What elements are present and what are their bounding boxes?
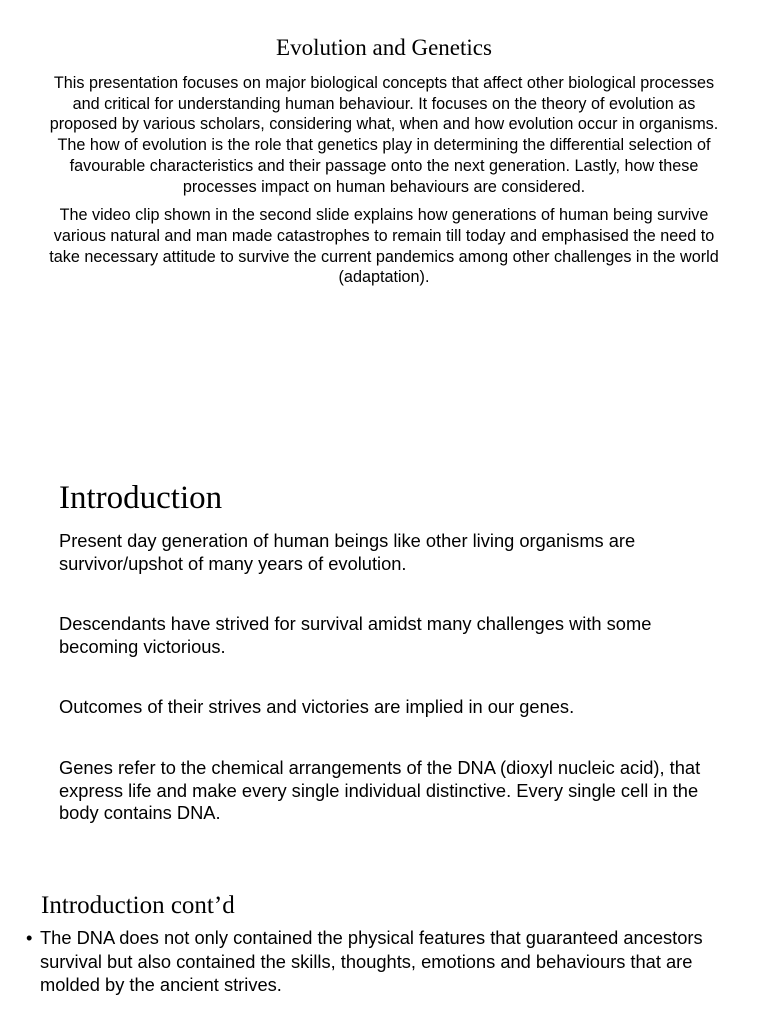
- bullet-text: The DNA does not only contained the physical features that guaranteed ancestors survival but also contained the skills, thoughts, emotions and behaviours that are molded by the ancient strives.: [40, 927, 703, 995]
- slide-body: [40, 73, 728, 296]
- slide-introduction-contd: [0, 890, 768, 1024]
- slide-evolution-and-genetics: [0, 0, 768, 400]
- slide-title: Evolution and Genetics: [276, 35, 492, 60]
- video-clip-paragraph: The video clip shown in the second slide explains how generations of human being survive various natural and man made catastrophes to remain till today and emphasised the need to take necessary attitude to survive the current pandemics among other challenges in the world (adaptation).: [49, 206, 719, 287]
- bullet-marker: •: [26, 927, 33, 948]
- intro-paragraph: Outcomes of their strives and victories are implied in our genes.: [59, 696, 575, 717]
- intro-paragraph: Descendants have strived for survival amidst many challenges with some becoming victorious.: [59, 613, 652, 657]
- slide-title: Introduction: [59, 480, 223, 516]
- overview-paragraph: This presentation focuses on major biological concepts that affect other biological processes and critical for understanding human behaviour. It focuses on the theory of evolution as proposed by various scholars, considering what, when and how evolution occur in organisms. The how of evolution is the role that genetics play in determining the differential selection of favourable characteristics and their passage onto the next generation. Lastly, how these processes impact on human behaviours are considered.: [49, 74, 719, 196]
- slide-introduction: [0, 470, 768, 870]
- intro-paragraph: Present day generation of human beings like other living organisms are survivor/upshot of many years of evolution.: [59, 530, 636, 574]
- slide-title: Introduction cont’d: [41, 892, 235, 919]
- intro-paragraph: Genes refer to the chemical arrangements of the DNA (dioxyl nucleic acid), that express life and make every single individual distinctive. Every single cell in the body contains DNA.: [59, 757, 701, 823]
